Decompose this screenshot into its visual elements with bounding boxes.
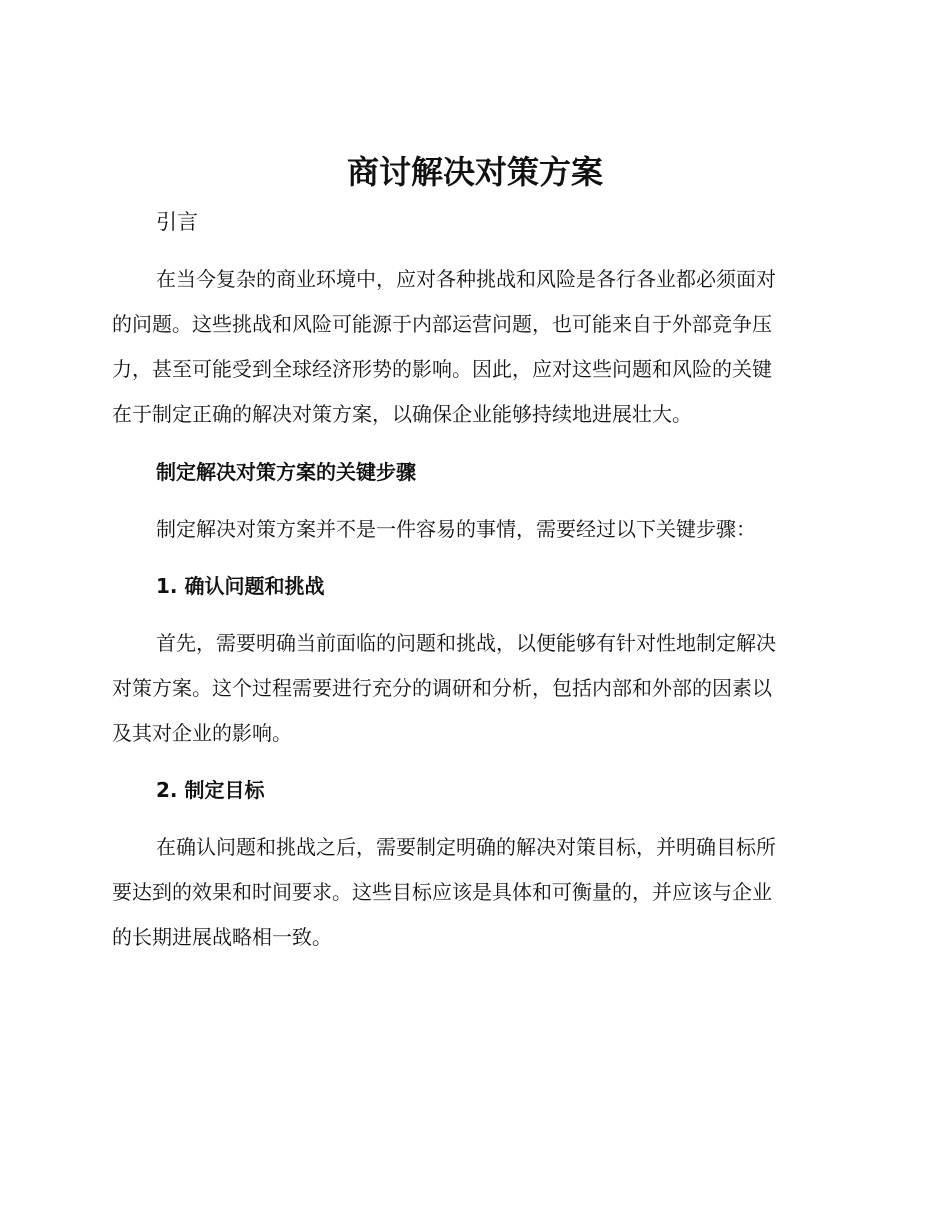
section-heading-step-1: 1. 确认问题和挑战 (156, 574, 325, 598)
paragraph-line: 在确认问题和挑战之后，需要制定明确的解决对策目标，并明确目标所 (156, 835, 776, 859)
paragraph-steps-intro (112, 507, 832, 552)
paragraph-intro (112, 257, 832, 437)
paragraph-line: 对策方案。这个过程需要进行充分的调研和分析，包括内部和外部的因素以 (112, 676, 772, 700)
paragraph-line: 首先，需要明确当前面临的问题和挑战，以便能够有针对性地制定解决 (156, 631, 776, 655)
paragraph-line: 的问题。这些挑战和风险可能源于内部运营问题，也可能来自于外部竞争压 (112, 312, 772, 336)
paragraph-line: 及其对企业的影响。 (112, 721, 292, 745)
paragraph-step-2 (112, 825, 832, 960)
paragraph-line: 的长期进展战略相一致。 (112, 925, 332, 949)
paragraph-line: 要达到的效果和时间要求。这些目标应该是具体和可衡量的，并应该与企业 (112, 880, 772, 904)
section-heading-key-steps: 制定解决对策方案的关键步骤 (156, 460, 416, 484)
paragraph-line: 在于制定正确的解决对策方案，以确保企业能够持续地进展壮大。 (112, 402, 692, 426)
section-heading-step-2: 2. 制定目标 (156, 778, 265, 802)
paragraph-step-1 (112, 621, 832, 756)
paragraph-line: 力，甚至可能受到全球经济形势的影响。因此，应对这些问题和风险的关键 (112, 357, 772, 381)
paragraph-line: 制定解决对策方案并不是一件容易的事情，需要经过以下关键步骤： (156, 517, 756, 541)
section-heading-intro: 引言 (156, 210, 198, 234)
document-title: 商讨解决对策方案 (346, 153, 603, 191)
paragraph-line: 在当今复杂的商业环境中，应对各种挑战和风险是各行各业都必须面对 (156, 267, 776, 291)
